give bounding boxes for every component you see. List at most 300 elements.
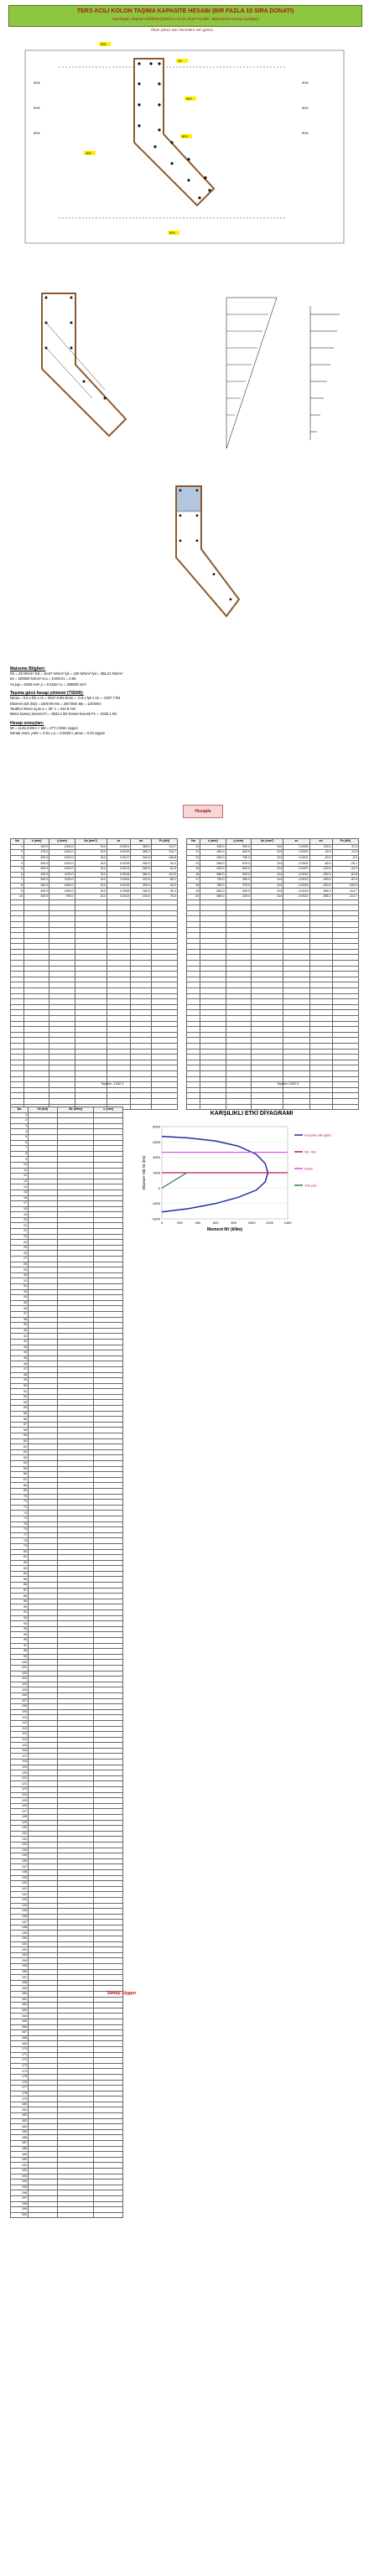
table-row [11,905,178,911]
table-row [11,1300,123,1306]
table-cell [58,2086,94,2091]
table-cell [187,977,200,982]
table-cell [29,1317,58,1323]
table-cell [29,1798,58,1804]
table-cell [58,1306,94,1312]
table-cell: 54 [11,1406,29,1412]
table-cell: 45 [11,1355,29,1361]
table-cell [29,1743,58,1749]
calc-section [10,666,362,737]
table-cell: 83 [11,1566,29,1572]
table-cell [58,1295,94,1301]
table-cell [29,2024,58,2030]
table-cell [94,1394,123,1400]
table-cell [58,1538,94,1544]
table-cell [283,1087,309,1093]
table-cell [94,1334,123,1340]
table-cell [251,899,283,905]
table-cell [58,1781,94,1787]
table-cell [29,2063,58,2069]
table-cell [251,966,283,972]
table-cell [151,999,177,1005]
table-cell [94,1488,123,1494]
table-row [11,1157,123,1163]
table-cell [58,1638,94,1644]
table-cell: 11 [11,1168,29,1174]
table-cell [94,1626,123,1632]
table-row [11,1798,123,1804]
table-row [11,1118,123,1124]
table-cell [58,1920,94,1926]
table-cell: -6.3 [332,855,358,861]
table-row [11,1289,123,1295]
table-cell [75,972,107,977]
table-cell [151,1021,177,1027]
table-cell: 41 [11,1334,29,1340]
table-cell [309,949,332,955]
table-row [11,1992,123,1998]
column-header: y (mm) [226,839,251,845]
table-cell [283,1065,309,1071]
table-cell [58,1583,94,1589]
table-cell: 128 [11,1815,29,1821]
table-cell [107,1032,131,1038]
table-cell [11,1032,24,1038]
table-cell [309,1082,332,1088]
table-cell: 0.0005 [283,844,309,850]
table-row [11,2041,123,2047]
table-cell: -0.0019 [283,889,309,894]
table-cell: 400.0 [23,878,49,884]
table-row [11,1505,123,1511]
table-cell [226,905,251,911]
table-cell [58,1339,94,1345]
table-cell [251,910,283,916]
table-row [11,1038,178,1044]
table-cell [94,1428,123,1433]
table-cell [151,961,177,967]
table-cell [226,988,251,994]
table-cell [283,1004,309,1010]
table-cell [29,1146,58,1152]
table-cell [131,1065,152,1071]
table-cell: -0.0013 [283,878,309,884]
table-cell [58,1272,94,1278]
table-row [11,872,178,878]
table-cell [29,1234,58,1240]
table-cell: 52 [11,1394,29,1400]
table-cell [29,1306,58,1312]
table-cell [94,2086,123,2091]
table-cell [94,1505,123,1511]
table-cell [94,1671,123,1677]
table-cell [94,1665,123,1671]
table-cell [309,944,332,950]
table-cell [29,1361,58,1367]
table-cell [11,1021,24,1027]
table-cell: -44.0 [332,866,358,872]
table-cell [11,1082,24,1088]
table-row [187,872,359,878]
table-cell [332,1082,358,1088]
table-cell [283,1060,309,1065]
table-row [11,1488,123,1494]
table-cell: 100.0 [23,844,49,850]
table-cell: 57 [11,1422,29,1428]
rebar-table-right [186,838,359,1110]
table-cell: 360.0 [131,872,152,878]
column-header: y (mm) [49,839,75,845]
table-cell [29,2008,58,2014]
table-cell: 133 [11,1842,29,1848]
table-cell [107,944,131,950]
table-cell [29,2129,58,2135]
table-cell [94,1715,123,1721]
legend-label: Nd - Md [304,1150,316,1154]
table-cell [58,1914,94,1920]
table-cell: 325.0 [23,861,49,867]
table-cell: 25 [11,1245,29,1251]
table-cell [131,921,152,927]
calculate-button[interactable]: Hesapla [183,805,223,818]
table-row [11,1032,178,1038]
table-cell [187,961,200,967]
table-row [11,1087,178,1093]
table-cell [58,1162,94,1168]
table-cell: 49 [11,1378,29,1384]
table-cell [94,1455,123,1461]
table-cell [332,1032,358,1038]
table-cell [94,1284,123,1290]
table-cell [309,1055,332,1060]
table-cell [332,933,358,939]
table-cell: 72 [11,1505,29,1511]
table-cell [58,2097,94,2102]
table-cell [187,1070,200,1076]
table-row [11,1406,123,1412]
table-row [11,1555,123,1561]
table-cell [332,1104,358,1110]
table-cell [29,1179,58,1184]
table-cell [29,1500,58,1506]
table-row [11,1428,123,1433]
table-cell [58,1140,94,1146]
table-cell [75,1043,107,1049]
table-cell [23,1055,49,1060]
table-cell [29,2118,58,2124]
table-cell [94,1162,123,1168]
table-cell [29,1422,58,1428]
table-cell [94,1975,123,1981]
table-cell: 129 [11,1820,29,1826]
table-cell [226,916,251,922]
table-cell [75,1021,107,1027]
table-cell [49,955,75,961]
table-cell: 142 [11,1892,29,1898]
table-cell [29,1223,58,1229]
table-cell [94,1272,123,1278]
table-cell [29,1958,58,1964]
table-cell [94,1732,123,1738]
table-cell [332,993,358,999]
table-cell [29,1284,58,1290]
table-cell [94,2113,123,2119]
table-cell [29,1992,58,1998]
table-cell [94,1129,123,1135]
table-row [11,1065,178,1071]
table-cell [75,1010,107,1016]
table-cell [58,1411,94,1417]
table-cell [94,2074,123,2080]
table-cell [131,977,152,982]
table-cell: 156 [11,1969,29,1975]
table-cell [94,1615,123,1621]
column-header: x (mm) [23,839,49,845]
table-row [11,1093,178,1099]
table-cell [49,905,75,911]
table-row [11,1864,123,1870]
table-cell [187,966,200,972]
table-row [11,999,178,1005]
table-cell: 200 [11,2212,29,2218]
table-cell [94,1543,123,1549]
table-cell: 58 [11,1428,29,1433]
table-cell [283,949,309,955]
table-cell [75,938,107,944]
table-cell [251,1038,283,1044]
table-cell [94,1737,123,1743]
table-row [11,1223,123,1229]
table-cell [29,1588,58,1594]
table-row [11,2091,123,2097]
table-cell: 91 [11,1610,29,1616]
table-row [11,1212,123,1218]
table-cell: 17 [187,878,200,884]
column-header: Mr (kNm) [58,1107,94,1113]
table-cell [49,921,75,927]
table-row [187,921,359,927]
table-cell [131,1087,152,1093]
table-row [11,2102,123,2107]
table-cell: 430.0 [200,844,226,850]
table-cell [58,1466,94,1472]
table-cell [332,1004,358,1010]
table-cell [58,2003,94,2008]
table-cell [75,1055,107,1060]
table-cell: 146 [11,1914,29,1920]
svg-text:Ø16: Ø16 [34,106,40,110]
table-cell [11,1070,24,1076]
table-cell: 167 [11,2030,29,2036]
table-cell [131,1010,152,1016]
table-cell [94,1775,123,1781]
table-cell: 32 [11,1284,29,1290]
table-cell [226,1016,251,1022]
table-cell [29,2169,58,2174]
table-cell [151,1076,177,1082]
table-cell [23,1070,49,1076]
table-row [11,1389,123,1395]
table-cell [94,1886,123,1892]
table-cell [309,910,332,916]
table-cell [107,1049,131,1055]
table-cell: 9 [11,889,24,894]
table-cell [94,1417,123,1423]
table-row [11,1394,123,1400]
table-row [11,1070,178,1076]
table-cell [200,977,226,982]
table-row [11,1112,123,1118]
table-cell: 314 [75,866,107,872]
table-cell [58,1726,94,1732]
table-cell [29,2003,58,2008]
table-cell [131,972,152,977]
table-cell [29,1251,58,1257]
table-cell [58,1615,94,1621]
table-cell [58,1444,94,1450]
table-cell [49,1032,75,1038]
table-cell [107,1027,131,1033]
table-row [11,1621,123,1627]
table-cell [94,1532,123,1538]
table-cell: 93 [11,1621,29,1627]
table-cell [29,2207,58,2213]
table-cell: 100.0 [309,844,332,850]
table-cell [23,1087,49,1093]
table-cell: 81.6 [151,866,177,872]
table-cell [107,1016,131,1022]
table-cell [29,1295,58,1301]
table-cell [49,977,75,982]
table-row [11,1931,123,1936]
table-cell [23,1010,49,1016]
table-cell: -81.6 [332,878,358,884]
table-cell: 130 [11,1826,29,1832]
table-row [187,1087,359,1093]
table-cell [283,905,309,911]
table-cell [29,1157,58,1163]
calc-line: Es = 200000 N/mm² εcu = 0.003 k1 = 0.85 [10,676,76,682]
table-row [11,1853,123,1859]
table-cell [58,2019,94,2024]
table-cell [49,1065,75,1071]
table-cell [29,1168,58,1174]
table-cell [107,905,131,911]
table-cell [94,1621,123,1627]
table-cell [58,1174,94,1179]
table-cell: 16 [187,872,200,878]
table-cell [58,1428,94,1433]
table-cell [49,988,75,994]
table-cell [58,1936,94,1942]
table-cell [94,1449,123,1455]
table-cell [49,1076,75,1082]
table-cell: 300.0 [131,883,152,889]
table-cell [200,1027,226,1033]
table-row [11,1566,123,1572]
table-cell [94,1527,123,1533]
table-cell: 17 [11,1201,29,1207]
table-row [11,1936,123,1942]
table-row [11,1417,123,1423]
table-cell [94,1234,123,1240]
table-cell [75,1027,107,1033]
table-cell [29,1931,58,1936]
column-header: Fs (kN) [151,839,177,845]
table-cell [58,1267,94,1273]
table-cell [29,1477,58,1483]
table-cell [29,1190,58,1195]
table-cell: 1 [11,1112,29,1118]
table-cell [75,1065,107,1071]
table-cell [309,921,332,927]
table-cell [94,1372,123,1378]
table-row [11,2052,123,2058]
table-cell: 99 [11,1654,29,1660]
table-row [11,1809,123,1815]
table-cell [309,1065,332,1071]
table-cell [94,1179,123,1184]
table-cell [23,993,49,999]
table-cell [58,2169,94,2174]
table-cell [29,1848,58,1853]
table-cell: 107 [11,1698,29,1704]
table-cell: 314 [75,850,107,856]
table-cell [29,1217,58,1223]
table-cell [58,2041,94,2047]
table-cell: -0.0001 [283,855,309,861]
table-cell [94,2152,123,2158]
table-cell [226,1027,251,1033]
table-cell [94,1411,123,1417]
table-row [11,1692,123,1698]
table-row [11,2185,123,2190]
table-cell: -200.0 [309,872,332,878]
table-cell [94,1400,123,1406]
table-cell [58,1864,94,1870]
table-row [11,1660,123,1666]
table-cell [58,1677,94,1682]
table-cell [58,1947,94,1953]
table-cell [29,2058,58,2064]
table-row [11,1123,123,1129]
table-cell: 22 [11,1229,29,1235]
table-cell [94,1168,123,1174]
table-cell: 70 [11,1494,29,1500]
table-cell [58,1997,94,2003]
table-cell [49,1098,75,1104]
table-cell [151,910,177,916]
table-cell: 300.0 [226,889,251,894]
table-cell: 0.0015 [107,861,131,867]
table-cell [58,1240,94,1246]
table-cell [94,1174,123,1179]
table-row [11,899,178,905]
table-cell [131,1004,152,1010]
table-cell: 106 [11,1692,29,1698]
y-tick-label: 3000 [153,1155,160,1160]
table-row [11,944,178,950]
table-cell [11,1098,24,1104]
compression-zone-drawing [159,482,260,633]
table-cell [58,1400,94,1406]
svg-text:Ø16: Ø16 [34,131,40,135]
table-cell [23,910,49,916]
table-cell [107,938,131,944]
table-cell: -25.1 [332,861,358,867]
table-cell: 89 [11,1599,29,1604]
table-row [187,988,359,994]
